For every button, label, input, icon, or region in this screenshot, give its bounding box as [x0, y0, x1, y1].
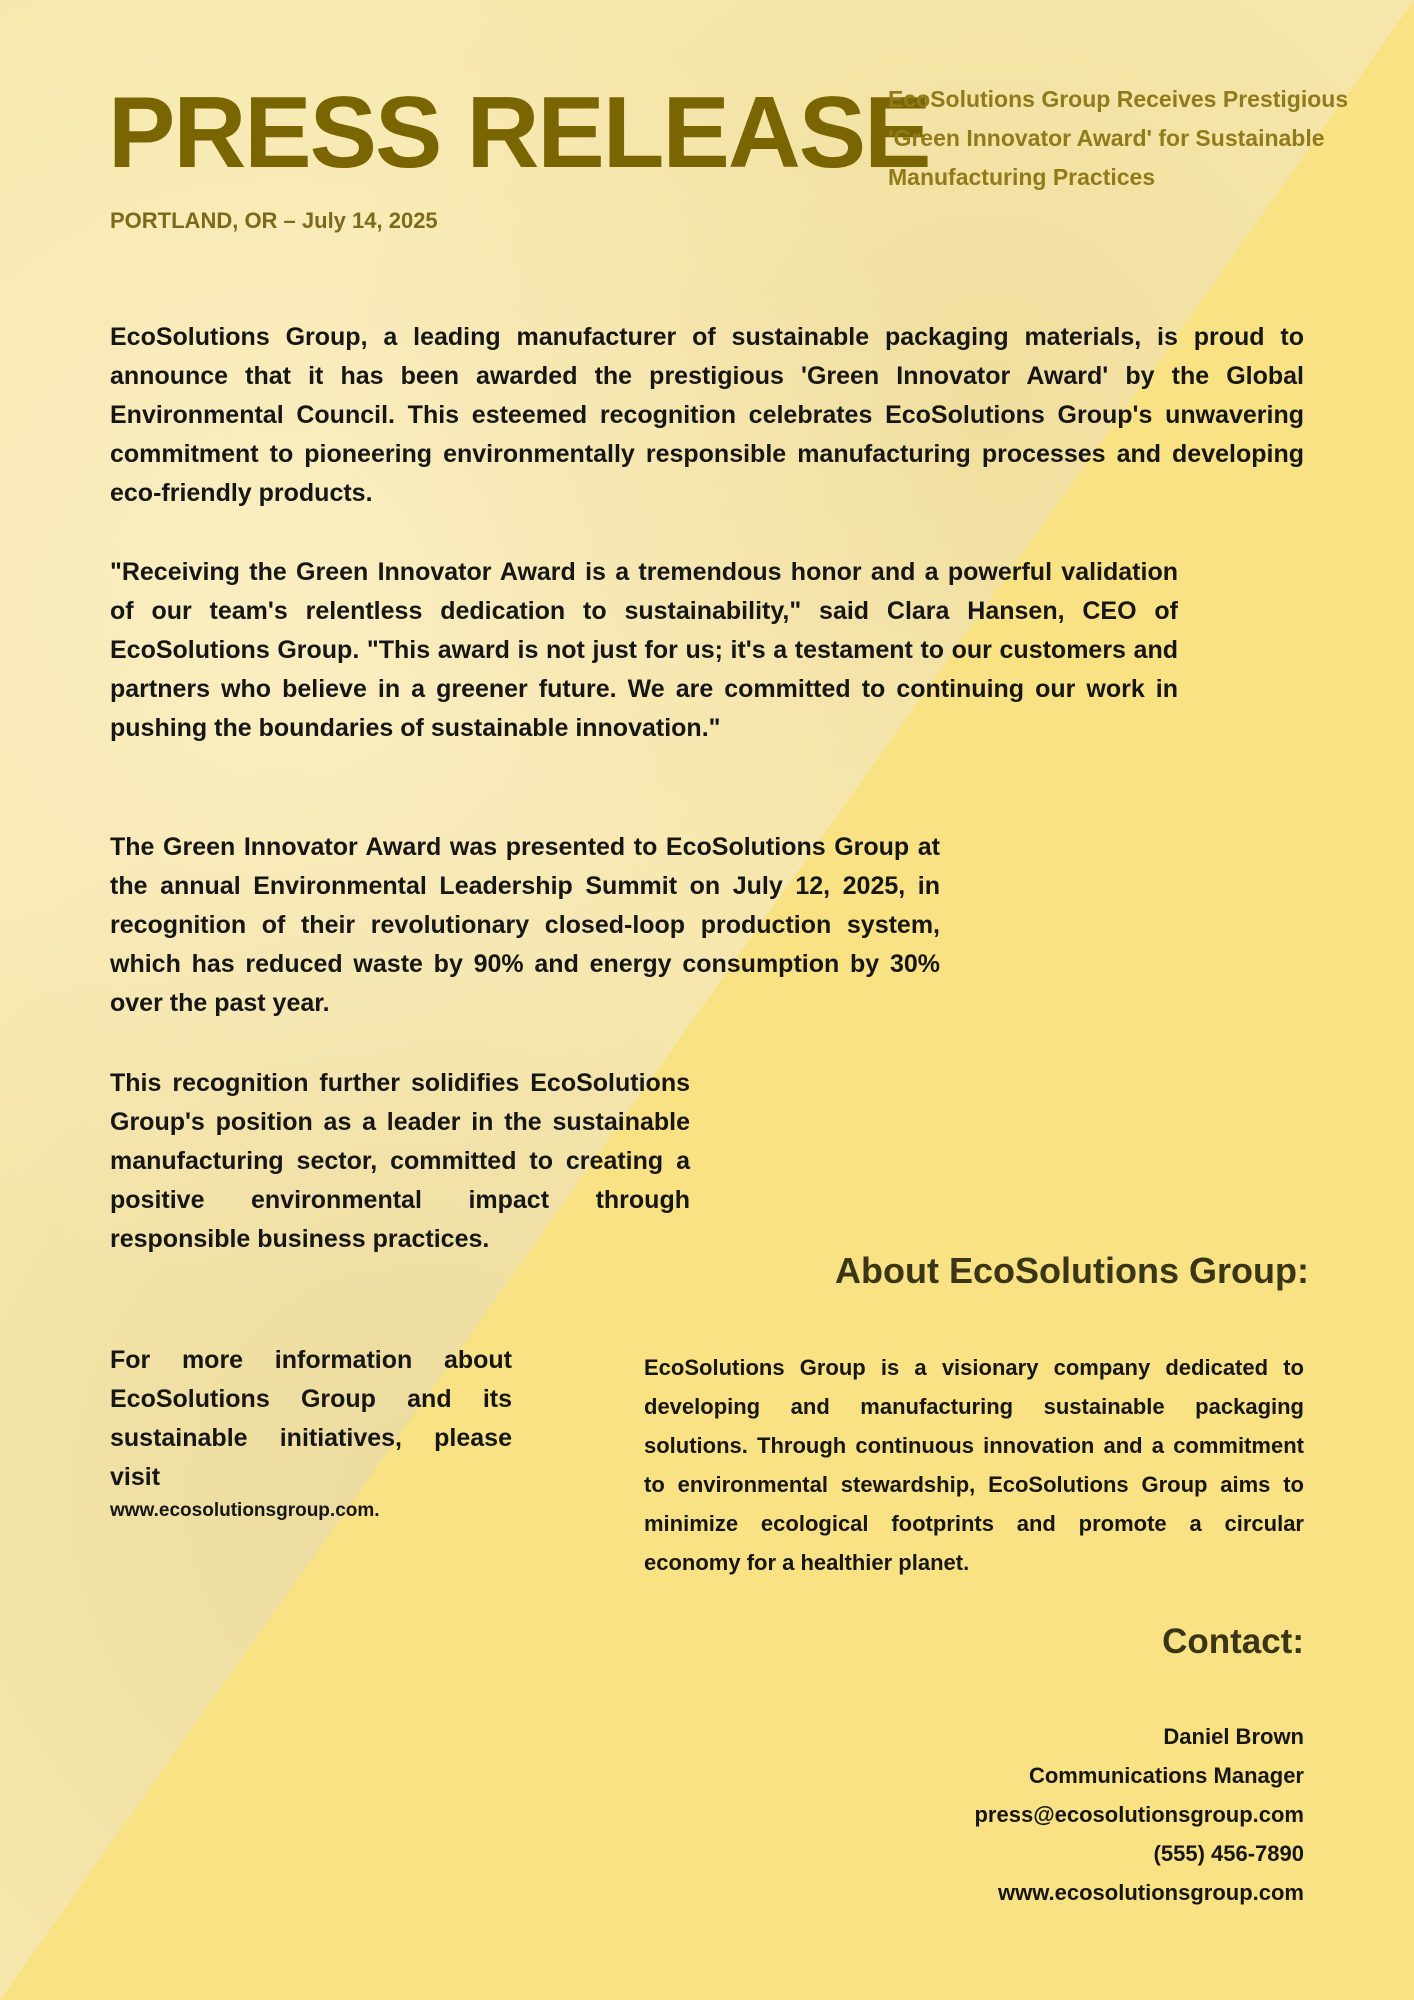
contact-details — [704, 1717, 1304, 1912]
paragraph-intro: EcoSolutions Group, a leading manufacturer of sustainable packaging materials, is proud to announce that it has been awarded the prestigious 'Green Innovator Award' by the Global Environmental Council. This esteemed recognition celebrates EcoSolutions Group's unwavering commitment to pioneering environmentally responsible manufacturing processes and developing eco-friendly products. — [110, 323, 1304, 507]
contact-heading: Contact: — [1162, 1622, 1304, 1661]
more-info-link[interactable]: www.ecosolutionsgroup.com. — [110, 1500, 380, 1521]
page-title: PRESS RELEASE — [108, 77, 930, 189]
paragraph-recognition: This recognition further solidifies EcoSolutions Group's position as a leader in the sustainable manufacturing sector, committed to creating a positive environmental impact through responsible business practices. — [110, 1069, 690, 1253]
paragraph-award-details: The Green Innovator Award was presented to EcoSolutions Group at the annual Environmental Leadership Summit on July 12, 2025, in recognition of their revolutionary closed-loop production system, which has reduced waste by 90% and energy consumption by 30% over the past year. — [110, 833, 940, 1017]
more-info-text: For more information about EcoSolutions Group and its sustainable initiatives, please visit — [110, 1346, 512, 1491]
dateline: PORTLAND, OR – July 14, 2025 — [110, 208, 438, 233]
contact-website[interactable]: www.ecosolutionsgroup.com — [998, 1880, 1304, 1905]
about-heading: About EcoSolutions Group: — [835, 1250, 1309, 1291]
paragraph-more-info — [110, 1341, 512, 1525]
contact-email[interactable]: press@ecosolutionsgroup.com — [974, 1802, 1304, 1827]
headline: EcoSolutions Group Receives Prestigious 'Green Innovator Award' for Sustainable Manufacturing Practices — [888, 86, 1349, 190]
contact-phone[interactable]: (555) 456-7890 — [1153, 1841, 1304, 1866]
contact-role: Communications Manager — [1028, 1763, 1304, 1788]
contact-name: Daniel Brown — [1163, 1724, 1304, 1749]
paragraph-quote: "Receiving the Green Innovator Award is a tremendous honor and a powerful validation of our team's relentless dedication to sustainability," said Clara Hansen, CEO of EcoSolutions Group. "This award is not just for us; it's a testament to our customers and partners who believe in a greener future. We are committed to continuing our work in pushing the boundaries of sustainable innovation." — [110, 558, 1178, 742]
about-text: EcoSolutions Group is a visionary company dedicated to developing and manufacturing sustainable packaging solutions. Through continuous innovation and a commitment to environmental stewardship, EcoSolutions Group aims to minimize ecological footprints and promote a circular economy for a healthier planet. — [644, 1355, 1304, 1575]
